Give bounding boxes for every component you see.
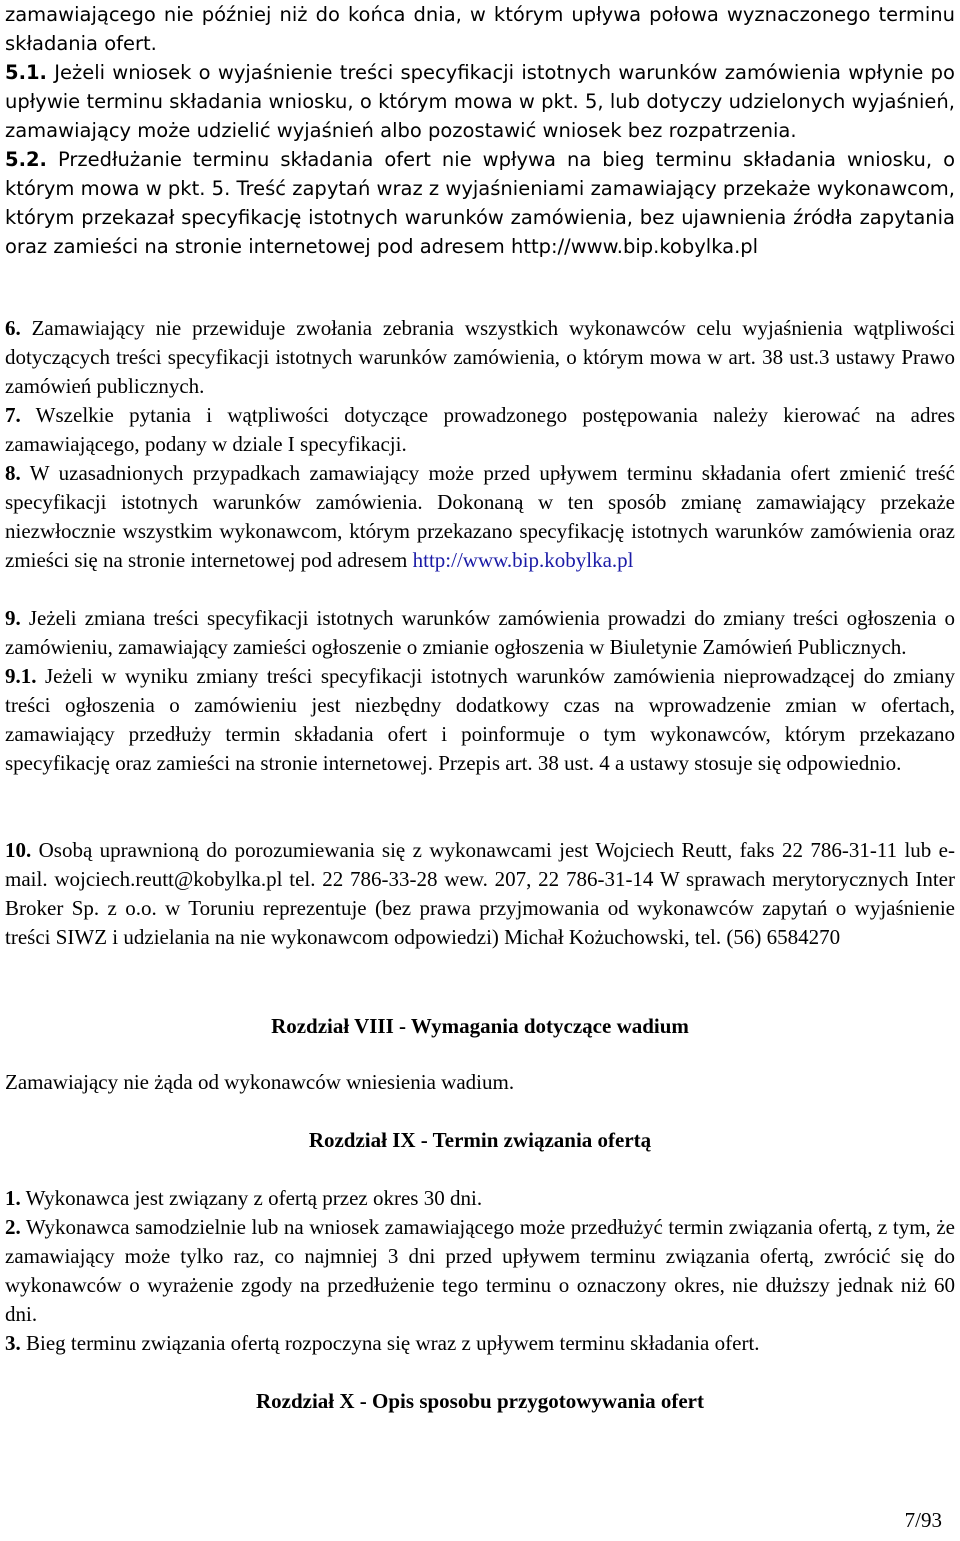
paragraph-wadium: Zamawiający nie żąda od wykonawców wniesienia wadium. <box>5 1070 515 1094</box>
paragraph-5-tail <box>5 0 955 58</box>
paragraph-ix-2 <box>5 1213 955 1329</box>
paragraph-10-text: Osobą uprawnioną do porozumiewania się z wykonawcami jest Wojciech Reutt, faks 22 786-31-11 lub e-mail. wojciech.reutt@kobylka.pl tel. 22 786-33-28 wew. 207, 22 786-31-14 W sprawach merytorycznych Inter Broker Sp. z o.o. w Toruniu reprezentuje (bez prawa przyjmowania od wykonawców zapytań o wyjaśnienie treści SIWZ i udzielania na nie wykonawcom odpowiedzi) Michał Kożuchowski, tel. (56) 6584270 <box>5 838 955 949</box>
heading-chapter-viii: Rozdział VIII - Wymagania dotyczące wadium <box>271 1014 689 1038</box>
heading-chapter-x: Rozdział X - Opis sposobu przygotowywania ofert <box>255 1389 704 1413</box>
block-chapter-ix <box>5 1184 955 1358</box>
paragraph-ix-3 <box>5 1329 955 1358</box>
paragraph-7 <box>5 401 955 459</box>
paragraph-8 <box>5 459 955 575</box>
paragraph-10-number: 10. <box>5 838 32 862</box>
paragraph-6-number: 6. <box>5 316 21 340</box>
paragraph-5-2 <box>5 145 955 261</box>
paragraph-ix-2-text: Wykonawca samodzielnie lub na wniosek zamawiającego może przedłużyć termin związania ofertą, z tym, że zamawiający może tylko raz, co najmniej 3 dni przed upływem terminu związania ofertą, zwrócić się do wykonawców o wyrażenie zgody na przedłużenie tego terminu o oznaczony okres, nie dłuższy jednak niż 60 dni. <box>5 1215 955 1326</box>
paragraph-5-tail-text: zamawiającego nie później niż do końca dnia, w którym upływa połowa wyznaczonego terminu składania ofert. <box>5 3 955 55</box>
paragraph-8-text: W uzasadnionych przypadkach zamawiający może przed upływem terminu składania ofert zmienić treść specyfikacji istotnych warunków zamówienia. Dokonaną w ten sposób zmianę zamawiający przekaże niezwłocznie wszystkim wykonawcom, którym przekazano specyfikację istotnych warunków zamówienia oraz zmieści się na stronie internetowej pod adresem <box>5 461 955 572</box>
heading-chapter-ix: Rozdział IX - Termin związania ofertą <box>308 1128 652 1152</box>
paragraph-6 <box>5 314 955 401</box>
bip-link[interactable]: http://www.bip.kobylka.pl <box>412 548 634 572</box>
paragraph-ix-3-text: Bieg terminu związania ofertą rozpoczyna się wraz z upływem terminu składania ofert. <box>20 1331 760 1355</box>
paragraph-9-1-text: Jeżeli w wyniku zmiany treści specyfikacji istotnych warunków zamówienia nieprowadzącej do zmiany treści ogłoszenia o zamówieniu jest niezbędny dodatkowy czas na wprowadzenie zmian w ofertach, zamawiający przedłuży termin składania ofert i poinformuje o tym wykonawców, którym przekazano specyfikację oraz zamieści na stronie internetowej. Przepis art. 38 ust. 4 a ustawy stosuje się odpowiednio. <box>5 664 955 775</box>
paragraph-10 <box>5 836 955 952</box>
paragraph-7-text: Wszelkie pytania i wątpliwości dotyczące prowadzonego postępowania należy kierować na adres zamawiającego, podany w dziale I specyfikacji. <box>5 403 955 456</box>
paragraph-6-text: Zamawiający nie przewiduje zwołania zebrania wszystkich wykonawców celu wyjaśnienia wątpliwości dotyczących treści specyfikacji istotnych warunków zamówienia, o którym mowa w art. 38 ust.3 ustawy Prawo zamówień publicznych. <box>5 316 955 398</box>
paragraph-5-1-text: Jeżeli wniosek o wyjaśnienie treści specyfikacji istotnych warunków zamówienia wpłynie po upływie terminu składania wniosku, o którym mowa w pkt. 5, lub dotyczy udzielonych wyjaśnień, zamawiający może udzielić wyjaśnień albo pozostawić wniosek bez rozpatrzenia. <box>5 61 955 142</box>
paragraph-7-number: 7. <box>5 403 21 427</box>
paragraph-5-1-number: 5.1. <box>5 61 47 84</box>
paragraph-9-text: Jeżeli zmiana treści specyfikacji istotnych warunków zamówienia prowadzi do zmiany treści ogłoszenia o zamówieniu, zamawiający zamieści ogłoszenie o zmianie ogłoszenia w Biuletynie Zamówień Publicznych. <box>5 606 955 659</box>
paragraph-8-number: 8. <box>5 461 21 485</box>
paragraph-ix-2-number: 2. <box>5 1215 21 1239</box>
block-6-8 <box>5 314 955 575</box>
paragraph-9-1-number: 9.1. <box>5 664 37 688</box>
block-9 <box>5 604 955 778</box>
paragraph-9-number: 9. <box>5 606 21 630</box>
page-number: 7/93 <box>904 1508 942 1532</box>
paragraph-ix-1-text: Wykonawca jest związany z ofertą przez okres 30 dni. <box>20 1186 483 1210</box>
block-10 <box>5 836 955 952</box>
paragraph-ix-3-number: 3. <box>5 1331 21 1355</box>
paragraph-5-2-text: Przedłużanie terminu składania ofert nie wpływa na bieg terminu składania wniosku, o którym mowa w pkt. 5. Treść zapytań wraz z wyjaśnieniami zamawiający przekaże wykonawcom, którym przekazał specyfikację istotnych warunków zamówienia, bez ujawnienia źródła zapytania oraz zamieści na stronie internetowej pod adresem http://www.bip.kobylka.pl <box>5 148 955 258</box>
paragraph-5-2-number: 5.2. <box>5 148 47 171</box>
block-5 <box>5 0 955 261</box>
paragraph-ix-1-number: 1. <box>5 1186 21 1210</box>
paragraph-5-1 <box>5 58 955 145</box>
paragraph-ix-1 <box>5 1184 955 1213</box>
paragraph-9-1 <box>5 662 955 778</box>
paragraph-9 <box>5 604 955 662</box>
